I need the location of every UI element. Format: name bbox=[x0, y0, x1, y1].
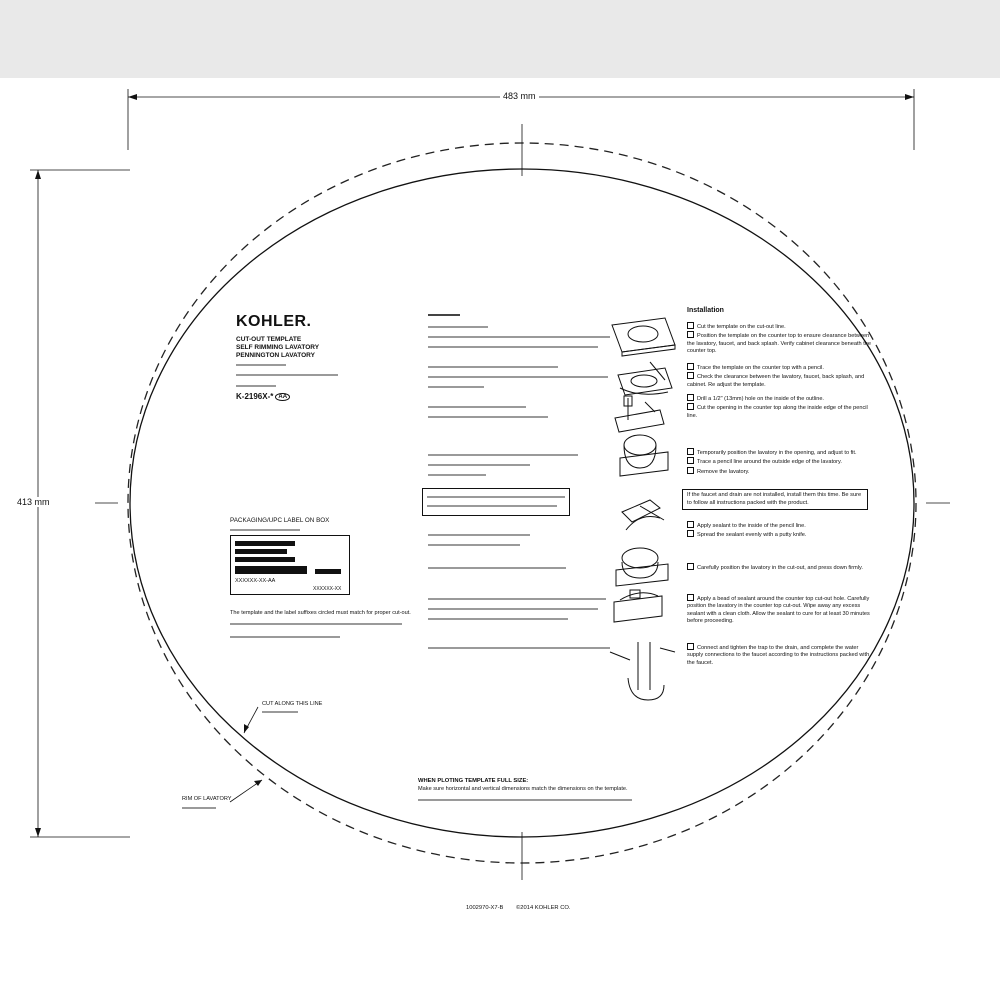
step-text: Cut the template on the cut-out line. bbox=[697, 324, 786, 330]
install-warning-box: If the faucet and drain are not installed, install them this time. Be sure to follow all instructions packed with the product. bbox=[682, 489, 868, 510]
label-code: XXXXXX-XX-AA bbox=[235, 578, 276, 584]
thai-text-line bbox=[428, 386, 484, 388]
thai-text-line bbox=[428, 376, 608, 378]
plotting-body: Make sure horizontal and vertical dimensions match the dimensions on the template. bbox=[418, 786, 628, 792]
label-code-secondary: XXXXXX-XX bbox=[313, 586, 342, 592]
thai-text-line bbox=[418, 799, 632, 801]
thai-text-line bbox=[428, 314, 460, 316]
kohler-logo: KOHLER. bbox=[236, 313, 312, 330]
step-text: Connect and tighten the trap to the drain, and complete the water supply connections to the faucet according to the instructions packed with the faucet. bbox=[687, 645, 870, 666]
install-step-3 bbox=[687, 394, 877, 420]
thai-text-line bbox=[428, 454, 578, 456]
step-text: Spread the sealant evenly with a putty knife. bbox=[697, 532, 807, 539]
step-illustrations bbox=[610, 318, 675, 700]
checkbox-icon bbox=[687, 448, 694, 455]
thai-text-line bbox=[428, 608, 598, 610]
installation-title: Installation bbox=[687, 307, 724, 314]
packaging-label-title: PACKAGING/UPC LABEL ON BOX bbox=[230, 517, 330, 524]
step-line bbox=[687, 594, 877, 625]
thai-text-line bbox=[236, 385, 276, 387]
step-line bbox=[687, 643, 873, 667]
checkbox-icon bbox=[687, 331, 694, 338]
illus-connect-trap-icon bbox=[610, 642, 675, 700]
install-step-2 bbox=[687, 363, 877, 389]
checkbox-icon bbox=[687, 403, 694, 410]
plotting-title: WHEN PLOTING TEMPLATE FULL SIZE: bbox=[418, 778, 529, 784]
thai-text-line bbox=[428, 618, 568, 620]
thai-text-line bbox=[230, 529, 300, 531]
checkbox-icon bbox=[687, 643, 694, 650]
product-title-line2: SELF RIMMING LAVATORY bbox=[236, 344, 320, 351]
packaging-note: The template and the label suffixes circled must match for proper cut-out. bbox=[230, 610, 411, 616]
model-suffix-badge: AA bbox=[275, 393, 290, 401]
step-line bbox=[687, 530, 877, 539]
step-line bbox=[687, 403, 877, 420]
checkbox-icon bbox=[687, 394, 694, 401]
cut-line-callout: CUT ALONG THIS LINE bbox=[262, 701, 323, 707]
checkbox-icon bbox=[687, 363, 694, 370]
thai-text-line bbox=[236, 364, 286, 366]
document-number: 1002970-X7-B bbox=[466, 905, 504, 911]
checkbox-icon bbox=[687, 372, 694, 379]
install-step-8 bbox=[687, 643, 873, 667]
step-line bbox=[687, 521, 877, 530]
install-step-1 bbox=[687, 322, 877, 355]
rim-callout: RIM OF LAVATORY bbox=[182, 796, 232, 802]
step-text: Cut the opening in the counter top along the inside edge of the pencil line. bbox=[687, 405, 868, 419]
step-text: Temporarily position the lavatory in the opening, and adjust to fit. bbox=[697, 450, 857, 456]
upc-label-sample bbox=[230, 535, 350, 595]
step-text: Position the template on the counter top to ensure clearance between the lavatory, faucet, and back splash. Verify cabinet clearance beneath the counter top. bbox=[687, 333, 871, 354]
checkbox-icon bbox=[687, 530, 694, 537]
step-text: Check the clearance between the lavatory, faucet, back splash, and cabinet. Re adjust the template. bbox=[687, 374, 865, 388]
copyright: ©2014 KOHLER CO. bbox=[516, 905, 571, 911]
thai-text-line bbox=[230, 636, 340, 638]
thai-text-line bbox=[428, 647, 610, 649]
thai-text-line bbox=[428, 326, 488, 328]
illus-press-lavatory-icon bbox=[616, 548, 668, 586]
step-line bbox=[687, 467, 877, 476]
step-text: Trace the template on the counter top with a pencil. bbox=[697, 365, 824, 371]
thai-text-line bbox=[428, 406, 526, 408]
step-line bbox=[687, 448, 877, 457]
thai-text-line bbox=[428, 598, 606, 600]
checkbox-icon bbox=[687, 594, 694, 601]
thai-text-line bbox=[427, 496, 565, 498]
step-text: Drill a 1/2" (13mm) hole on the inside of the outline. bbox=[697, 396, 824, 402]
label-bar bbox=[235, 541, 295, 546]
step-line bbox=[687, 363, 877, 372]
thai-text-line bbox=[428, 544, 520, 546]
step-line bbox=[687, 322, 877, 331]
step-line bbox=[687, 331, 877, 355]
thai-text-line bbox=[428, 366, 558, 368]
label-bar bbox=[235, 557, 295, 562]
thai-text-line bbox=[428, 474, 486, 476]
thai-text-line bbox=[236, 374, 338, 376]
thai-text-line bbox=[427, 505, 557, 507]
step-line bbox=[687, 372, 877, 389]
product-title-line1: CUT-OUT TEMPLATE bbox=[236, 336, 302, 343]
step-text: Remove the lavatory. bbox=[697, 468, 750, 475]
illus-position-lavatory-icon bbox=[620, 435, 668, 476]
checkbox-icon bbox=[687, 521, 694, 528]
install-step-6 bbox=[687, 563, 883, 572]
checkbox-icon bbox=[687, 467, 694, 474]
height-dimension-label: 413 mm bbox=[14, 497, 53, 507]
thai-text-line bbox=[182, 807, 216, 809]
illus-template-on-counter-icon bbox=[612, 318, 675, 356]
label-bar bbox=[315, 569, 341, 574]
step-text: Carefully position the lavatory in the cut-out, and press down firmly. bbox=[697, 565, 863, 571]
label-bar bbox=[235, 549, 287, 554]
step-text: Trace a pencil line around the outside edge of the lavatory. bbox=[697, 459, 842, 466]
thai-warning-box bbox=[422, 488, 570, 516]
step-line bbox=[687, 394, 877, 403]
thai-text-line bbox=[428, 567, 566, 569]
step-text: Apply sealant to the inside of the pencil line. bbox=[697, 523, 806, 529]
thai-text-line bbox=[428, 336, 610, 338]
illus-bead-sealant-icon bbox=[614, 590, 662, 622]
illus-apply-sealant-icon bbox=[622, 500, 664, 530]
thai-text-line bbox=[428, 416, 548, 418]
install-step-5 bbox=[687, 521, 877, 540]
label-bar bbox=[235, 566, 307, 574]
thai-text-line bbox=[428, 346, 598, 348]
model-number-text: K-2196X-* bbox=[236, 392, 274, 401]
thai-text-line bbox=[428, 534, 530, 536]
install-step-4 bbox=[687, 448, 877, 476]
checkbox-icon bbox=[687, 563, 694, 570]
thai-text-line bbox=[230, 623, 402, 625]
checkbox-icon bbox=[687, 322, 694, 329]
install-step-7 bbox=[687, 594, 877, 625]
checkbox-icon bbox=[687, 457, 694, 464]
step-line bbox=[687, 563, 883, 572]
model-number bbox=[236, 392, 290, 401]
step-text: Apply a bead of sealant around the counter top cut-out hole. Carefully position the lavatory in the counter top cut-out. Wipe away any excess sealant with a clean cloth. Allow the sealant to cure for at least 30 minutes before proceeding. bbox=[687, 596, 870, 624]
width-dimension-label: 483 mm bbox=[500, 91, 539, 101]
product-title-line3: PENNINGTON LAVATORY bbox=[236, 352, 315, 359]
illus-trace-template-icon bbox=[618, 362, 672, 395]
step-line bbox=[687, 457, 877, 466]
thai-text-line bbox=[428, 464, 530, 466]
illus-drill-hole-icon bbox=[615, 396, 664, 432]
thai-text-line bbox=[262, 711, 298, 713]
